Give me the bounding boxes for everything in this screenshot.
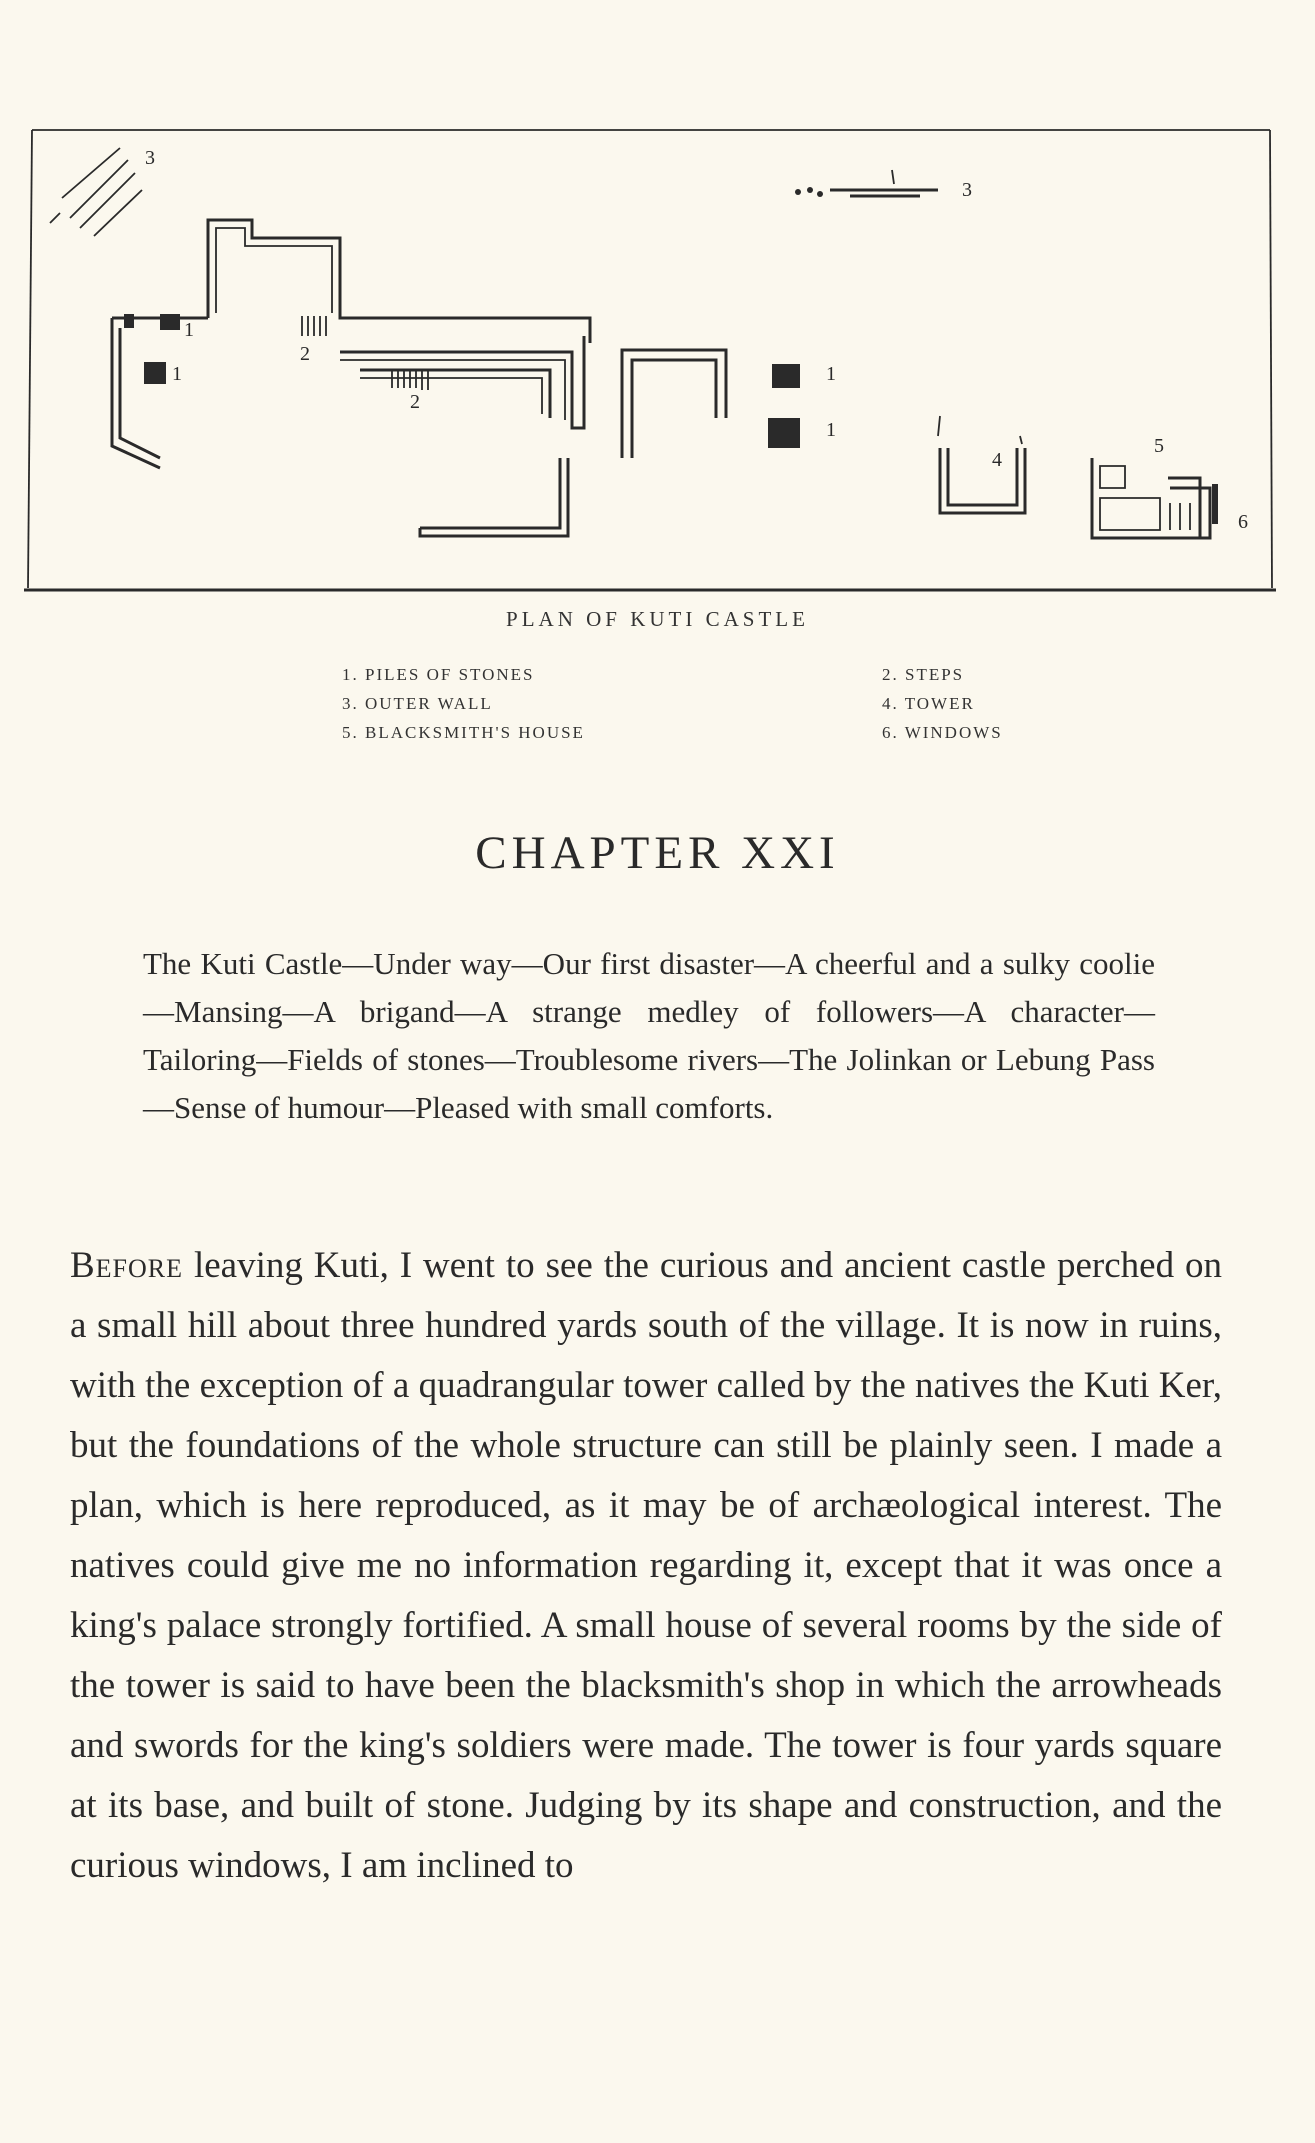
- inner-wall-1: [340, 336, 584, 428]
- marker-1c: 1: [826, 363, 836, 385]
- tower-mark: [938, 416, 1022, 444]
- lead-word: Before: [70, 1245, 184, 1286]
- blacksmiths-house: [1092, 458, 1210, 538]
- pile-of-stones-2: [144, 362, 166, 384]
- keep-inner-wall: [216, 228, 332, 313]
- marker-3-left: 3: [145, 147, 155, 169]
- steps-1: [302, 316, 326, 336]
- marker-2a: 2: [300, 343, 310, 365]
- plan-frame-right: [1270, 130, 1272, 588]
- plan-legend-right: [882, 660, 1003, 747]
- outer-wall-fragment: [795, 170, 938, 197]
- marker-2b: 2: [410, 391, 420, 413]
- legend-item: 1. PILES OF STONES: [342, 665, 535, 684]
- body-paragraph: [70, 1236, 1222, 1896]
- pile-of-stones-4: [768, 418, 800, 448]
- marker-4: 4: [992, 449, 1002, 471]
- outer-wall-hatch: [50, 148, 142, 236]
- legend-item: 2. STEPS: [882, 665, 965, 684]
- legend-item: 3. OUTER WALL: [342, 694, 493, 713]
- plan-title: PLAN OF KUTI CASTLE: [506, 607, 809, 631]
- plan-frame-left: [28, 130, 32, 588]
- marker-1a: 1: [184, 319, 194, 341]
- marker-3-right: 3: [962, 179, 972, 201]
- gate-wall: [622, 350, 726, 458]
- steps-2: [392, 370, 428, 390]
- tower: [940, 448, 1025, 513]
- marker-6: 6: [1238, 511, 1248, 533]
- marker-5: 5: [1154, 435, 1164, 457]
- marker-1d: 1: [826, 419, 836, 441]
- marker-1b: 1: [172, 363, 182, 385]
- lower-wall: [420, 458, 568, 536]
- pile-of-stones-1: [124, 314, 180, 330]
- chapter-synopsis: The Kuti Castle—Under way—Our first disaster—A cheerful and a sulky coolie—Mansing—A brigand—A strange medley of followers—A character—Tailoring—Fields of stones—Troublesome rivers—The Jolinkan or Lebung Pass—Sense of humour—Pleased with small comforts.: [143, 946, 1155, 1125]
- windows: [1212, 484, 1218, 524]
- plan-legend-left: [342, 660, 585, 747]
- legend-item: 5. BLACKSMITH'S HOUSE: [342, 723, 585, 742]
- pile-of-stones-3: [772, 364, 800, 388]
- chapter-heading: CHAPTER XXI: [475, 827, 840, 879]
- inner-wall-2-inner: [360, 378, 542, 414]
- keep-upper-wall: [208, 220, 590, 343]
- legend-item: 4. TOWER: [882, 694, 975, 713]
- paragraph-text: leaving Kuti, I went to see the curious and ancient castle perched on a small hill about three hundred yards south of the village. It is now in ruins, with the exception of a quadrangular tower called by the natives the Kuti Ker, but the foundations of the whole structure can still be plainly seen. I made a plan, which is here reproduced, as it may be of archæological interest. The natives could give me no information regarding it, except that it was once a king's palace strongly fortified. A small house of several rooms by the side of the tower is said to have been the blacksmith's shop in which the arrowheads and swords for the king's soldiers were made. The tower is four yards square at its base, and built of stone. Judging by its shape and construction, and the curious windows, I am inclined to: [70, 1245, 1222, 1886]
- castle-plan-figure: [20, 118, 1280, 598]
- legend-item: 6. WINDOWS: [882, 723, 1003, 742]
